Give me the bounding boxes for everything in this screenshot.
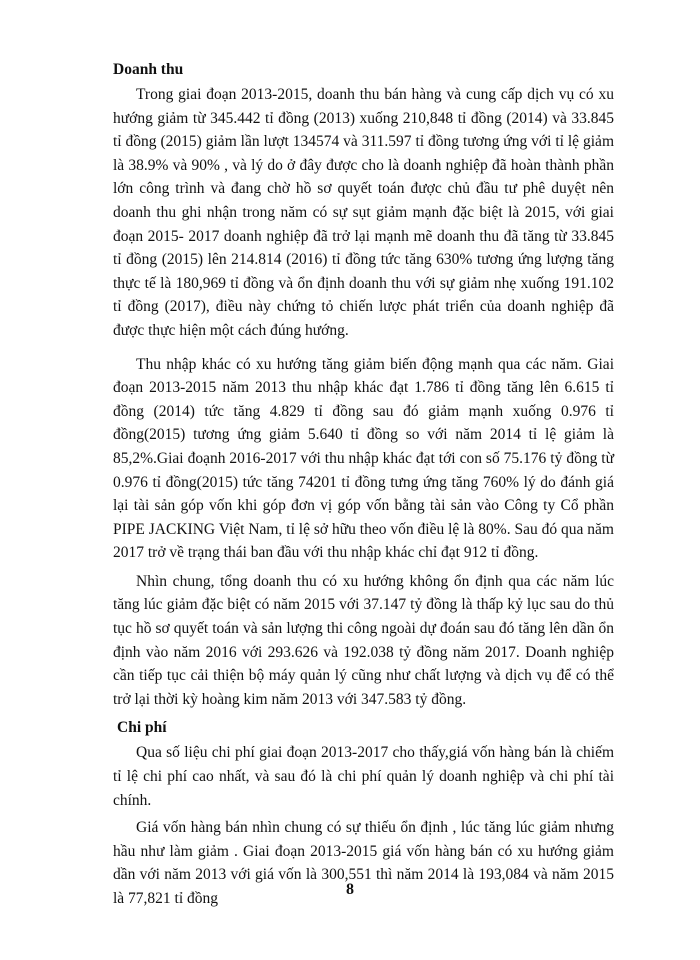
section-heading-cost: Chi phí bbox=[117, 719, 167, 737]
paragraph-cost-of-goods: Giá vốn hàng bán nhìn chung có sự thiếu ổn định , lúc tăng lúc giảm nhưng hầu như làm giảm . Giai đoạn 2013-2015 giá vốn hàng bán có xu hướng giảm dần với năm 2013 với giá vốn là 300,551 thì năm 2014 là 193,084 và năm 2015 là 77,821 tỉ đồng bbox=[113, 819, 614, 907]
paragraph-revenue-trend: Trong giai đoạn 2013-2015, doanh thu bán hàng và cung cấp dịch vụ có xu hướng giảm từ 345.442 tỉ đồng (2013) xuống 210,848 tỉ đồng (2014) và 33.845 tỉ đồng (2015) giảm lần lượt 134574 và 311.597 tỉ đồng tương ứng với tỉ lệ giảm là 38.9% và 90% , và lý do ở đây được cho là doanh nghiệp đã hoàn thành phần lớn công trình và đang chờ hồ sơ quyết toán được chủ đầu tư phê duyệt nên doanh thu ghi nhận trong năm có sự sụt giảm mạnh đặc biệt là 2015, với giai đoạn 2015- 2017 doanh nghiệp đã trở lại mạnh mẽ doanh thu đã tăng từ 33.845 tỉ đồng (2015) lên 214.814 (2016) tỉ đồng tức tăng 630% tương ứng lượng tăng thực tế là 180,969 tỉ đồng và ổn định doanh thu với sự giảm nhẹ xuống 191.102 tỉ đồng (2017), điều này chứng tỏ chiến lược phát triển của doanh nghiệp đã được thực hiện một cách đúng hướng. bbox=[113, 86, 614, 339]
page-number: 8 bbox=[346, 881, 354, 898]
paragraph-cost-overview: Qua số liệu chi phí giai đoạn 2013-2017 cho thấy,giá vốn hàng bán là chiếm tỉ lệ chi phí cao nhất, và sau đó là chi phí quản lý doanh nghiệp và chi phí tài chính. bbox=[113, 744, 614, 809]
paragraph-total-revenue: Nhìn chung, tổng doanh thu có xu hướng không ổn định qua các năm lúc tăng lúc giảm đặc biệt có năm 2015 với 37.147 tỷ đồng là thấp kỷ lục sau do thủ tục hồ sơ quyết toán và sản lượng thi công ngoài dự đoán sau đó tăng lên dần ổn định vào năm 2016 với 293.626 và 192.038 tỷ đồng năm 2017. Doanh nghiệp cần tiếp tục cải thiện bộ máy quản lý cũng như chất lượng và dịch vụ để có thể trở lại thời kỳ hoàng kim năm 2013 với 347.583 tỷ đồng. bbox=[113, 572, 614, 708]
document-page bbox=[113, 56, 614, 915]
paragraph-other-income: Thu nhập khác có xu hướng tăng giảm biến động mạnh qua các năm. Giai đoạn 2013-2015 năm 2013 thu nhập khác đạt 1.786 tỉ đồng tăng lên 6.615 tỉ đồng (2014) tức tăng 4.829 tỉ đồng sau đó giảm mạnh xuống 0.976 tỉ đồng(2015) tương ứng giảm 5.640 tỉ đồng so với năm 2014 tỉ lệ giảm là 85,2%.Giai đoạnh 2016-2017 với thu nhập khác đạt tới con số 75.176 tỷ đồng từ 0.976 tỉ đồng(2015) tức tăng 74201 tỉ đồng tưng ứng tăng 760% lý do đánh giá lại tài sản góp vốn khi góp đơn vị góp vốn bằng tài sản vào Công ty Cổ phần PIPE JACKING Việt Nam, tỉ lệ sở hữu theo vốn điều lệ là 80%. Sau đó qua năm 2017 trở về trạng thái ban đầu với thu nhập khác chỉ đạt 912 tỉ đồng. bbox=[113, 355, 614, 562]
section-heading-revenue: Doanh thu bbox=[113, 61, 184, 78]
